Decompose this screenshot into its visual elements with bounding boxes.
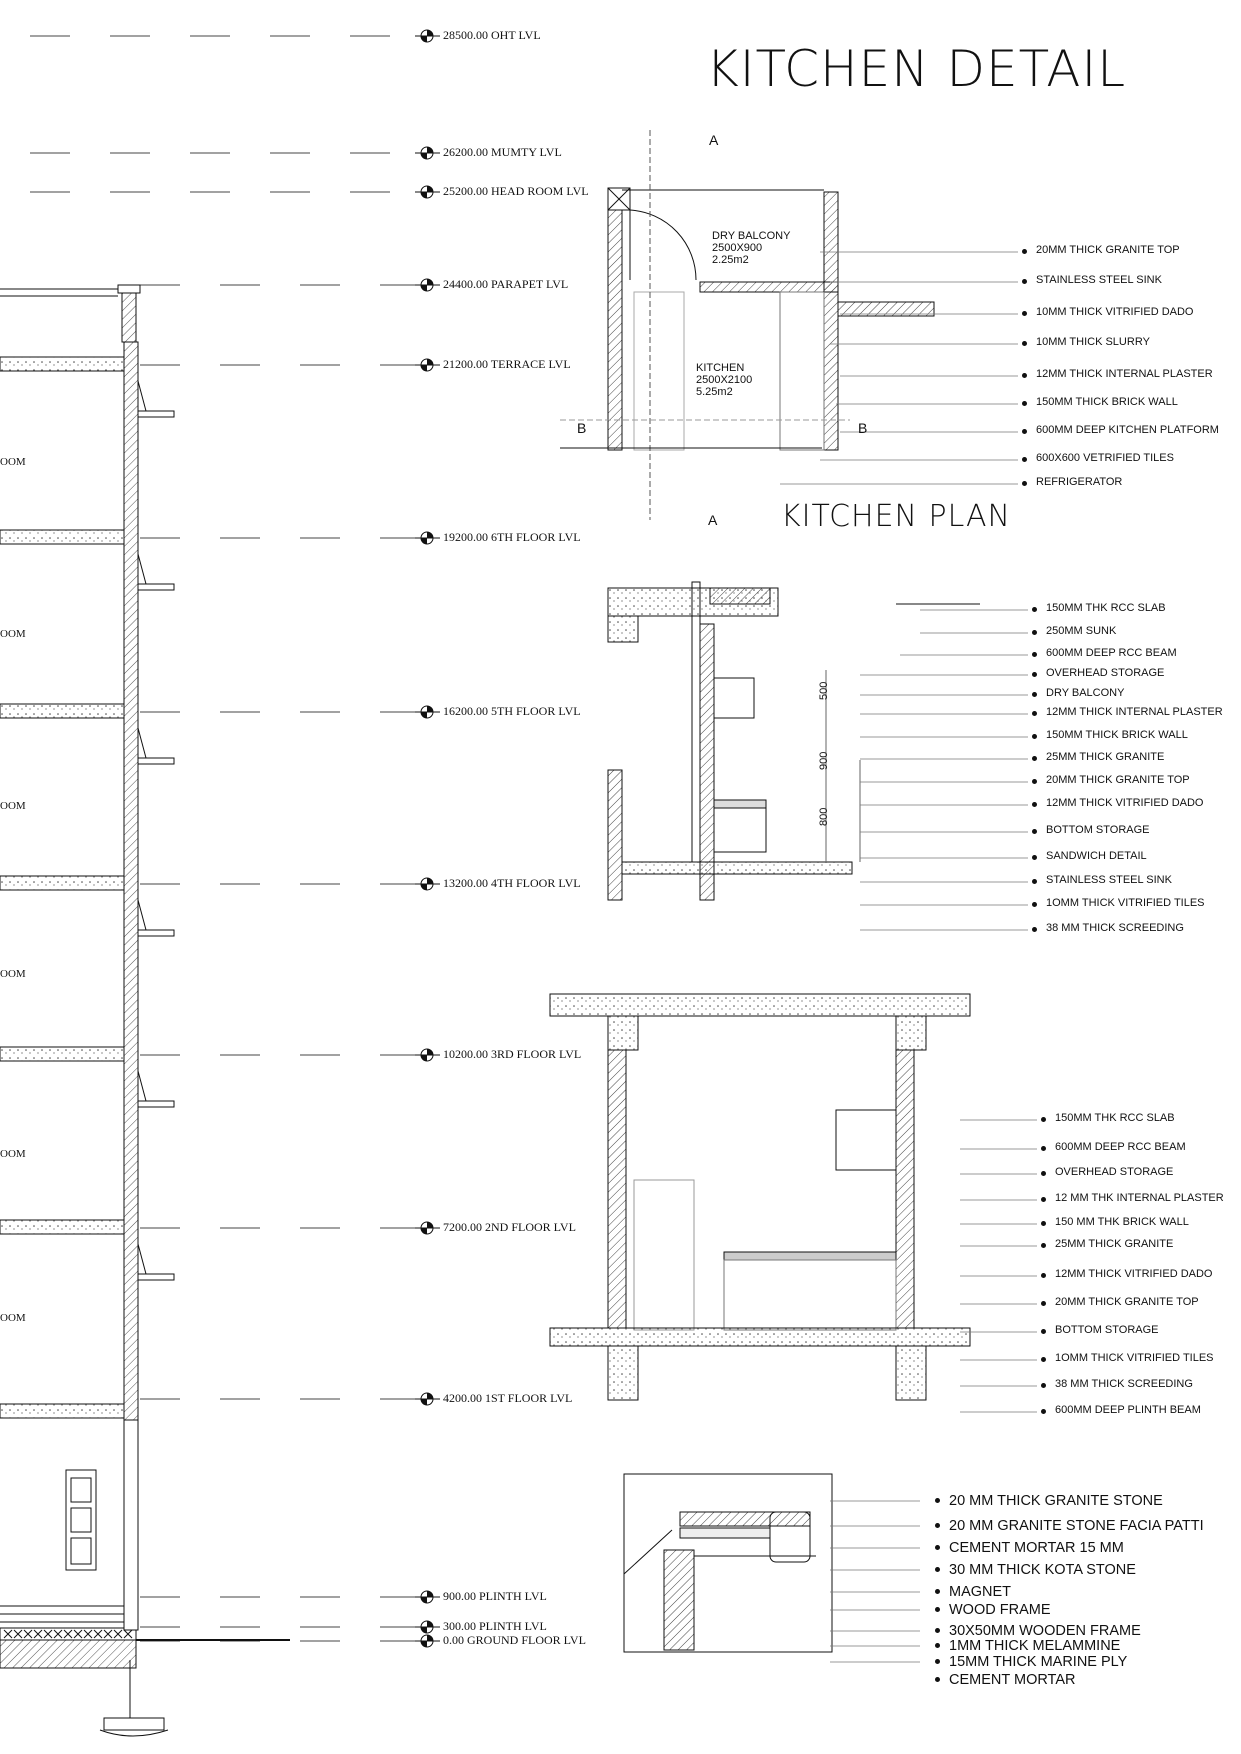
section-a-bottom-label: A [708, 512, 718, 528]
annotation-note: 600MM DEEP PLINTH BEAM [1055, 1404, 1201, 1416]
bb-overhead-storage [836, 1110, 896, 1170]
bb-rcc-beam-left [608, 1016, 638, 1050]
balcony-projection [138, 930, 174, 936]
annotation-note: STAINLESS STEEL SINK [1036, 274, 1162, 286]
annotation-note: DRY BALCONY [1046, 687, 1125, 699]
bb-bottom-storage [724, 1260, 896, 1330]
level-label: 16200.00 5TH FLOOR LVL [443, 704, 581, 718]
note-bullet [1032, 692, 1037, 697]
note-bullet [1041, 1221, 1046, 1226]
aa-floor [622, 862, 852, 874]
level-label: 10200.00 3RD FLOOR LVL [443, 1047, 582, 1061]
note-bullet [1022, 429, 1027, 434]
bb-refrigerator [634, 1180, 694, 1330]
aa-rcc-beam [608, 616, 638, 642]
level-label: 0.00 GROUND FLOOR LVL [443, 1633, 586, 1647]
note-bullet [935, 1607, 940, 1612]
aa-granite-top [714, 800, 766, 808]
annotation-note: 30 MM THICK KOTA STONE [949, 1562, 1136, 1578]
plan-right-wall [824, 192, 838, 450]
annotation-note: 25MM THICK GRANITE [1046, 751, 1165, 763]
aa-bottom-storage [714, 808, 766, 852]
annotation-note: STAINLESS STEEL SINK [1046, 874, 1172, 886]
section-bb-drawing [540, 980, 1240, 1440]
note-bullet [1022, 341, 1027, 346]
annotation-note: OVERHEAD STORAGE [1055, 1166, 1174, 1178]
note-bullet [1041, 1301, 1046, 1306]
annotation-note: 600MM DEEP KITCHEN PLATFORM [1036, 424, 1219, 436]
annotation-note: 12MM THICK INTERNAL PLASTER [1046, 706, 1223, 718]
annotation-note: 12MM THICK INTERNAL PLASTER [1036, 368, 1213, 380]
annotation-note: REFRIGERATOR [1036, 476, 1123, 488]
note-bullet [1032, 879, 1037, 884]
wood-frame [664, 1550, 694, 1650]
annotation-note: 600MM DEEP RCC BEAM [1055, 1141, 1186, 1153]
note-bullet [1032, 902, 1037, 907]
annotation-note: 150 MM THK BRICK WALL [1055, 1216, 1189, 1228]
note-bullet [1022, 373, 1027, 378]
level-label: 19200.00 6TH FLOOR LVL [443, 530, 581, 544]
sandwich-frame [624, 1474, 832, 1652]
annotation-note: 12MM THICK VITRIFIED DADO [1046, 797, 1204, 809]
note-bullet [1022, 457, 1027, 462]
room-label: OOM [0, 800, 26, 812]
level-label: 900.00 PLINTH LVL [443, 1589, 547, 1603]
bb-rcc-slab [550, 994, 970, 1016]
annotation-note: MAGNET [949, 1584, 1012, 1600]
floor-slab [0, 876, 124, 890]
annotation-note: 20MM THICK GRANITE TOP [1046, 774, 1190, 786]
annotation-note: 150MM THK RCC SLAB [1055, 1112, 1175, 1124]
annotation-note: 150MM THICK BRICK WALL [1046, 729, 1188, 741]
note-bullet [1032, 927, 1037, 932]
note-bullet [1022, 401, 1027, 406]
balcony-projection [138, 1274, 174, 1280]
annotation-note: 38 MM THICK SCREEDING [1055, 1378, 1193, 1390]
floor-slab [0, 530, 124, 544]
note-bullet [1032, 652, 1037, 657]
note-bullet [1022, 311, 1027, 316]
room-label: OOM [0, 1312, 26, 1324]
door-swing [630, 210, 696, 280]
note-bullet [1041, 1171, 1046, 1176]
section-a-top-label: A [709, 132, 719, 148]
annotation-note: 30X50MM WOODEN FRAME [949, 1623, 1141, 1639]
annotation-note: 600MM DEEP RCC BEAM [1046, 647, 1177, 659]
plan-balcony-wall [700, 282, 838, 292]
annotation-note: 12MM THICK VITRIFIED DADO [1055, 1268, 1213, 1280]
note-bullet [1041, 1357, 1046, 1362]
refrigerator-outline [634, 292, 684, 450]
bb-plinth-beam-right [896, 1346, 926, 1400]
room-label: OOM [0, 456, 26, 468]
annotation-note: 25MM THICK GRANITE [1055, 1238, 1174, 1250]
note-bullet [1032, 756, 1037, 761]
annotation-note: SANDWICH DETAIL [1046, 850, 1147, 862]
first-floor-slab [0, 1404, 124, 1418]
note-bullet [935, 1567, 940, 1572]
annotation-note: 1MM THICK MELAMMINE [949, 1638, 1121, 1654]
note-bullet [1032, 855, 1037, 860]
dry-balcony-label: DRY BALCONY 2500X900 2.25m2 [712, 230, 791, 266]
bb-right-wall [896, 1050, 914, 1328]
level-label: 25200.00 HEAD ROOM LVL [443, 184, 589, 198]
note-bullet [1041, 1197, 1046, 1202]
annotation-note: 150MM THK RCC SLAB [1046, 602, 1166, 614]
room-label: OOM [0, 628, 26, 640]
dim-500: 500 [818, 681, 830, 700]
section-b-left-label: B [577, 420, 587, 436]
floor-slab [0, 357, 124, 371]
bb-floor-slab [550, 1328, 970, 1346]
note-bullet [1041, 1329, 1046, 1334]
level-label: 13200.00 4TH FLOOR LVL [443, 876, 581, 890]
annotation-note: 150MM THICK BRICK WALL [1036, 396, 1178, 408]
bb-granite-top [724, 1252, 896, 1260]
note-bullet [935, 1498, 940, 1503]
annotation-note: 20 MM THICK GRANITE STONE [949, 1493, 1163, 1509]
floor-slab [0, 704, 124, 718]
note-bullet [1032, 630, 1037, 635]
room-label: OOM [0, 1148, 26, 1160]
note-bullet [1022, 481, 1027, 486]
note-bullet [1041, 1383, 1046, 1388]
level-label: 26200.00 MUMTY LVL [443, 145, 562, 159]
annotation-note: 1OMM THICK VITRIFIED TILES [1046, 897, 1205, 909]
aa-overhead-storage [714, 678, 754, 718]
level-label: 300.00 PLINTH LVL [443, 1619, 547, 1633]
note-bullet [1041, 1273, 1046, 1278]
annotation-note: 38 MM THICK SCREEDING [1046, 922, 1184, 934]
annotation-note: BOTTOM STORAGE [1055, 1324, 1159, 1336]
kitchen-plan-title: KITCHEN PLAN [781, 499, 1011, 534]
bb-left-wall [608, 1050, 626, 1328]
balcony-projection [138, 411, 174, 417]
annotation-note: 20MM THICK GRANITE TOP [1036, 244, 1180, 256]
floor-slab [0, 1047, 124, 1061]
annotation-note: CEMENT MORTAR 15 MM [949, 1540, 1124, 1556]
bb-plinth-beam-left [608, 1346, 638, 1400]
annotation-note: OVERHEAD STORAGE [1046, 667, 1165, 679]
balcony-projection [138, 758, 174, 764]
kitchen-plan-drawing [560, 130, 1240, 530]
note-bullet [1022, 249, 1027, 254]
level-label: 21200.00 TERRACE LVL [443, 357, 571, 371]
annotation-note: 20MM THICK GRANITE TOP [1055, 1296, 1199, 1308]
annotation-note: CEMENT MORTAR [949, 1672, 1076, 1688]
level-label: 24400.00 PARAPET LVL [443, 277, 569, 291]
annotation-note: 15MM THICK MARINE PLY [949, 1654, 1128, 1670]
note-bullet [935, 1545, 940, 1550]
annotation-note: BOTTOM STORAGE [1046, 824, 1150, 836]
granite-stone [680, 1512, 810, 1526]
level-label: 4200.00 1ST FLOOR LVL [443, 1391, 573, 1405]
plan-left-wall [608, 190, 622, 450]
balcony-projection [138, 1101, 174, 1107]
annotation-note: 600X600 VETRIFIED TILES [1036, 452, 1174, 464]
note-bullet [1041, 1146, 1046, 1151]
annotation-note: 250MM SUNK [1046, 625, 1117, 637]
footing [104, 1718, 164, 1730]
level-label: 7200.00 2ND FLOOR LVL [443, 1220, 576, 1234]
annotation-note: WOOD FRAME [949, 1602, 1051, 1618]
note-bullet [1032, 711, 1037, 716]
aa-brick-wall [700, 624, 714, 900]
floor-slab [0, 1220, 124, 1234]
note-bullet [1032, 607, 1037, 612]
note-bullet [1032, 779, 1037, 784]
level-label: 28500.00 OHT LVL [443, 28, 541, 42]
annotation-note: 1OMM THICK VITRIFIED TILES [1055, 1352, 1214, 1364]
dim-900: 900 [818, 751, 830, 770]
note-bullet [935, 1523, 940, 1528]
note-bullet [935, 1659, 940, 1664]
room-label: OOM [0, 968, 26, 980]
note-bullet [1041, 1409, 1046, 1414]
foundation [0, 1640, 136, 1668]
note-bullet [1032, 802, 1037, 807]
parapet-wall [122, 292, 136, 342]
kitchen-platform [780, 292, 824, 450]
note-bullet [1032, 672, 1037, 677]
note-bullet [1022, 279, 1027, 284]
facade-wall [124, 342, 138, 1422]
note-bullet [935, 1628, 940, 1633]
annotation-note: 10MM THICK SLURRY [1036, 336, 1150, 348]
note-bullet [935, 1677, 940, 1682]
annotation-note: 10MM THICK VITRIFIED DADO [1036, 306, 1194, 318]
note-bullet [1032, 829, 1037, 834]
note-bullet [935, 1589, 940, 1594]
balcony-projection [138, 584, 174, 590]
kitchen-room-label: KITCHEN 2500X2100 5.25m2 [696, 362, 753, 398]
bb-rcc-beam-right [896, 1016, 926, 1050]
note-bullet [1032, 734, 1037, 739]
sandwich-detail-drawing [620, 1470, 920, 1670]
page-title: KITCHEN DETAIL [706, 40, 1127, 98]
note-bullet [1041, 1243, 1046, 1248]
annotation-note: 20 MM GRANITE STONE FACIA PATTI [949, 1518, 1204, 1534]
annotation-note: 12 MM THK INTERNAL PLASTER [1055, 1192, 1224, 1204]
section-b-right-label: B [858, 420, 868, 436]
dim-800: 800 [818, 807, 830, 826]
note-bullet [1041, 1117, 1046, 1122]
parapet-coping [118, 285, 140, 293]
note-bullet [935, 1643, 940, 1648]
